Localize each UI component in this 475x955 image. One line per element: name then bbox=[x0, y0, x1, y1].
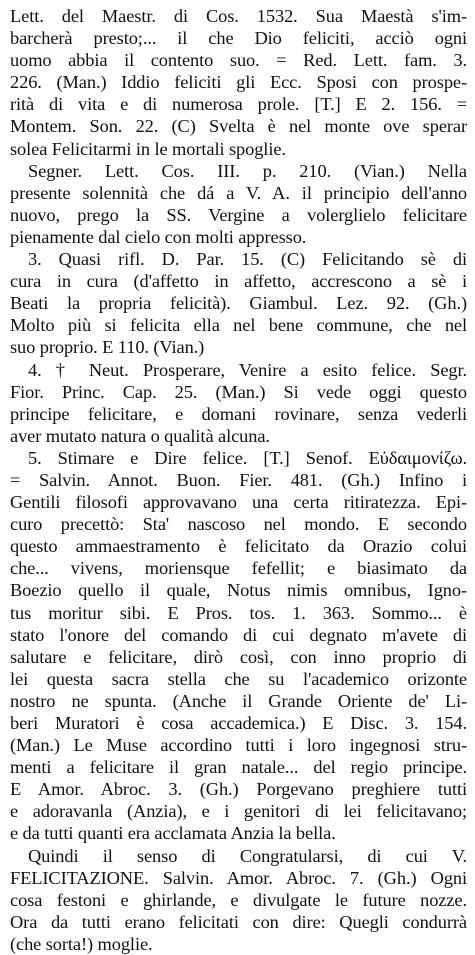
text-line: presente solennità che dá a V. A. il principio dell'anno bbox=[10, 182, 467, 203]
text-line: Lett. del Maestr. di Cos. 1532. Sua Maestà s'im- bbox=[10, 6, 467, 26]
text-line: uomo abbia il contento suo. = Red. Lett. fam. 3. bbox=[10, 50, 467, 71]
text-line: pienamente dal cielo con molti appresso. bbox=[10, 226, 307, 247]
text-line: 5. Stimare e Dire felice. [T.] Senof. Εὐδαιμονίζω. bbox=[28, 447, 467, 468]
text-line: tus moritur sibi. E Pros. tos. 1. 363. Sommo... è bbox=[10, 602, 467, 623]
text-line: 226. (Man.) Iddio feliciti gli Ecc. Sposi con prospe- bbox=[10, 72, 467, 93]
text-line: cosa festoni e ghirlande, e divulgate le future nozze. bbox=[10, 889, 467, 910]
text-line: Molto più si felicita ella nel bene commune, che nel bbox=[10, 315, 467, 336]
text-line: rità di vita e di numerosa prole. [T.] E 2. 156. = bbox=[10, 94, 467, 115]
text-line: suo proprio. E 110. (Vian.) bbox=[10, 337, 205, 358]
text-line: barcherà presto;... il che Dio feliciti, acciò ogni bbox=[10, 28, 467, 49]
text-line: cura in cura (d'affetto in affetto, accrescono a sè i bbox=[10, 271, 467, 292]
text-line: Segner. Lett. Cos. III. p. 210. (Vian.) Nella bbox=[28, 160, 467, 181]
text-line: 4. † Neut. Prosperare, Venire a esito felice. Segr. bbox=[28, 359, 467, 380]
text-line: Quindi il senso di Congratularsi, di cui V. bbox=[28, 845, 467, 866]
text-line: Gentili filosofi approvavano una certa ritiratezza. Epi- bbox=[10, 492, 467, 513]
text-line: salutare e felicitare, dirò così, con inno proprio di bbox=[10, 646, 467, 667]
text-line: Ora da tutti erano felicitati con dire: Quegli condurrà bbox=[10, 911, 467, 932]
text-line: solea Felicitarmi in le mortali spoglie. bbox=[10, 138, 286, 159]
text-line: beri Muratori è cosa accademica.) E Disc. 3. 154. bbox=[10, 713, 467, 733]
text-line: nostro ne spunta. (Anche il Grande Oriente de' Li- bbox=[10, 690, 467, 711]
text-line: Beati la propria felicità). Giambul. Lez. 92. (Gh.) bbox=[10, 293, 467, 314]
text-line: nuovo, prego la SS. Vergine a volerglielo felicitare bbox=[10, 204, 467, 225]
text-line: = Salvin. Annot. Buon. Fier. 481. (Gh.) Infino i bbox=[10, 469, 467, 490]
text-line: E Amor. Abroc. 3. (Gh.) Porgevano preghiere tutti bbox=[10, 779, 467, 800]
text-line: (che sorta!) moglie. bbox=[10, 933, 153, 954]
text-line: Boezio quello il quale, Notus nimis omnibus, Igno- bbox=[10, 580, 467, 601]
text-line: che... vivens, moriensque fefellit; e biasimato da bbox=[10, 558, 467, 579]
text-line: FELICITAZIONE. Salvin. Amor. Abroc. 7. (Gh.) Ogni bbox=[10, 867, 467, 888]
text-line: e da tutti quanti era acclamata Anzia la bella. bbox=[10, 823, 336, 844]
text-line: 3. Quasi rifl. D. Par. 15. (C) Felicitando sè di bbox=[28, 249, 467, 270]
text-line: questo ammaestramento è felicitato da Orazio colui bbox=[10, 536, 467, 557]
text-line: menti a felicitare il gran natale... del regio principe. bbox=[10, 757, 467, 778]
text-line: stato l'onore del comando di cui degnato m'avete di bbox=[10, 624, 467, 645]
text-line: Montem. Son. 22. (C) Svelta è nel monte ove sperar bbox=[10, 116, 467, 137]
text-line: e adoravanla (Anzia), e i genitori di lei felicitavano; bbox=[10, 801, 467, 822]
text-line: aver mutato natura o qualità alcuna. bbox=[10, 425, 270, 446]
text-line: curo precettò: Sta' nascoso nel mondo. E secondo bbox=[10, 514, 467, 535]
text-line: Fior. Princ. Cap. 25. (Man.) Si vede oggi questo bbox=[10, 381, 467, 402]
text-line: lei questa sacra stella che su l'academico orizonte bbox=[10, 668, 467, 689]
text-line: (Man.) Le Muse accordino tutti i loro ingegnosi stru- bbox=[10, 735, 467, 756]
text-line: principe felicitare, e domani rovinare, senza vederli bbox=[10, 403, 467, 424]
